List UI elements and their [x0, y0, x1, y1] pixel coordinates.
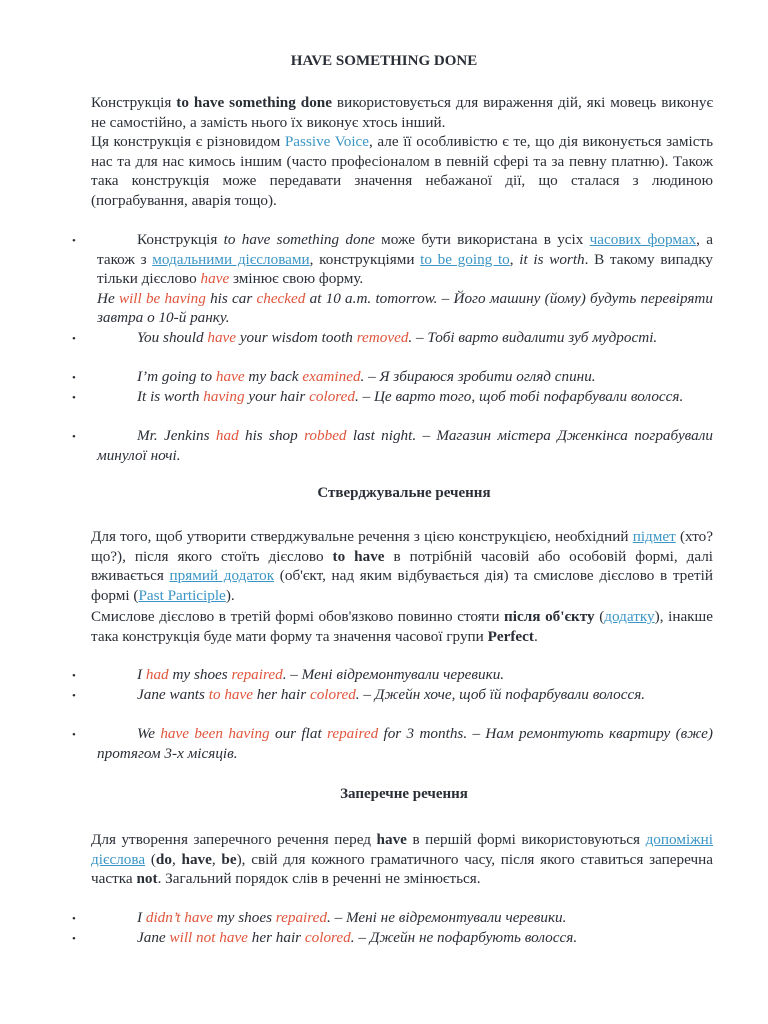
list-item [97, 328, 713, 348]
term-bold: to have something done [176, 94, 332, 111]
text: Смислове дієслово в третій формі обов'язково повинно стояти [91, 608, 505, 625]
link-subject[interactable]: підмет [632, 528, 676, 545]
text: I [137, 666, 146, 683]
list-item [97, 724, 713, 763]
verb-red: will not have [169, 929, 248, 946]
link-past-participle[interactable]: Past Participle [138, 586, 226, 604]
text: , а також з [97, 231, 713, 268]
verb-red: have been having [160, 725, 270, 742]
list-item [97, 928, 713, 948]
text: her hair [253, 686, 310, 703]
verb-red: removed [356, 329, 409, 346]
text: . Загальний порядок слів в реченні не змінюється. [157, 870, 481, 888]
text: в потрібній часовій або особовій формі, далі вживається [91, 547, 714, 585]
term-bold: not [136, 870, 158, 888]
term-bold: to have [332, 547, 385, 565]
text: , але її особливістю є те, що дія виконується замість нас та для нас кимось іншим (часто професіоналом в певній сфері та за певну платню). Також така конструкція може передавати значення небажаної дії, що сталася з людиною (пограбування, аварія тощо). [91, 133, 713, 209]
text: ). [225, 586, 235, 604]
text: his car [205, 289, 257, 307]
list-item [97, 367, 713, 387]
bullet: • [72, 333, 76, 345]
verb-red: checked [256, 289, 306, 307]
negative-paragraph [91, 830, 713, 889]
text: Конструкція [91, 94, 177, 111]
verb-red: robbed [304, 427, 347, 444]
verb-red: had [215, 427, 239, 444]
link-modal-verbs[interactable]: модальними дієсловами [152, 250, 310, 268]
affirmative-paragraph-2 [91, 607, 713, 646]
text: my shoes [168, 666, 232, 683]
bullet: • [72, 235, 76, 247]
text: It is worth [137, 388, 204, 405]
link-object[interactable]: додатку [604, 608, 655, 625]
text: last night. – Магазин містера Дженкінса пограбували минулої ночі. [97, 427, 713, 464]
text: , конструкціями [309, 250, 421, 268]
text: ( [145, 850, 156, 868]
term-red: have [200, 270, 230, 288]
bullet: • [72, 913, 76, 925]
text: my back [244, 368, 303, 385]
text: Конструкція [137, 231, 224, 248]
term-bold: be [221, 850, 237, 868]
text: our flat [269, 725, 327, 742]
text: в першій формі використовуються [406, 831, 646, 848]
link-direct-object[interactable]: прямий додаток [169, 567, 275, 585]
list-item [97, 908, 713, 928]
text: . [533, 627, 538, 645]
verb-red: have [215, 368, 245, 385]
intro-paragraph-2 [91, 132, 713, 210]
term-bold: do [155, 850, 172, 868]
text: змінює свою форму. [229, 270, 364, 288]
text: his shop [238, 427, 305, 444]
list-item [97, 665, 713, 685]
text: ), свій для кожного граматичного часу, після якого ставиться заперечна частка [91, 850, 714, 888]
term-bold: have [181, 850, 212, 868]
text: . – Тобі варто видалити зуб мудрості. [408, 329, 658, 346]
text: може бути використана в усіх [374, 231, 590, 248]
term-passive-voice: Passive Voice [284, 133, 370, 150]
text: . – Це варто того, щоб тобі пофарбували волосся. [354, 388, 684, 405]
bullet: • [72, 372, 76, 384]
section-heading-negative: Заперечне речення [340, 786, 468, 802]
text: . – Джейн хоче, щоб їй пофарбували волосся. [355, 686, 646, 703]
text: Mr. Jenkins [137, 427, 216, 444]
verb-red: had [145, 666, 169, 683]
text: You should [137, 329, 208, 346]
text: Jane [137, 929, 170, 946]
list-item [97, 230, 713, 328]
verb-red: repaired [326, 725, 379, 742]
link-auxiliary-verbs[interactable]: допоміжні дієслова [91, 831, 714, 868]
text: Ця конструкція є різновидом [91, 133, 285, 150]
list-item [97, 685, 713, 705]
section-heading-affirmative: Стверджувальне речення [317, 485, 491, 501]
term-bold: have [376, 831, 407, 848]
text: ( [594, 608, 605, 625]
text: (хто? що?), після якого стоїть дієслово [91, 528, 713, 565]
text: , [509, 250, 520, 268]
text: at 10 a.m. tomorrow. – Його машину (йому) будуть перевіряти завтра о 10-й ранку. [97, 289, 713, 327]
page-title: HAVE SOMETHING DONE [290, 53, 478, 69]
verb-red: to have [208, 686, 253, 703]
verb-red: have [207, 329, 237, 346]
list-item [97, 387, 713, 407]
bullet: • [72, 690, 76, 702]
text: her hair [247, 929, 305, 946]
text: Для утворення заперечного речення перед [91, 831, 377, 848]
link-going-to[interactable]: to be going to [420, 250, 510, 268]
text: your hair [244, 388, 310, 405]
text: , [171, 850, 182, 868]
verb-red: didn’t have [145, 909, 213, 926]
text: . – Джейн не пофарбують волосся. [350, 929, 578, 946]
text: , [211, 850, 222, 868]
affirmative-paragraph-1 [91, 527, 713, 605]
text: He [97, 289, 119, 307]
intro-paragraph-1 [91, 93, 713, 132]
text: I’m going to [137, 368, 216, 385]
term-bold: після об'єкту [504, 608, 595, 625]
text: I [137, 909, 146, 926]
list-item [97, 426, 713, 465]
bullet: • [72, 431, 76, 443]
verb-red: having [203, 388, 245, 405]
text: Для того, щоб утворити стверджувальне речення з цією конструкцією, необхідний [91, 528, 633, 545]
verb-red: repaired [231, 666, 283, 683]
bullet: • [72, 729, 76, 741]
text: . В такому випадку тільки дієслово [97, 250, 713, 288]
verb-red: will be having [118, 289, 206, 307]
term-italic: to have something done [223, 231, 375, 248]
text: . – Мені не відремонтували черевики. [326, 909, 567, 926]
text: your wisdom tooth [236, 329, 357, 346]
verb-red: colored [309, 388, 355, 405]
link-tense-forms[interactable]: часових формах [589, 231, 697, 248]
verb-red: examined [302, 368, 361, 385]
text: Jane wants [137, 686, 209, 703]
text: We [137, 725, 161, 742]
text: (об'єкт, над яким відбувається дія) та смислове дієслово в третій формі ( [91, 567, 713, 604]
bullet: • [72, 392, 76, 404]
verb-red: colored [309, 686, 356, 703]
text: . – Я збираюся зробити огляд спини. [360, 368, 596, 385]
text: . – Мені відремонтували черевики. [282, 666, 505, 683]
text: використовується для вираження дій, які мовець виконує не самостійно, а замість нього їх виконує хтось інший. [91, 94, 714, 131]
text: my shoes [212, 909, 276, 926]
text: for 3 months. – Нам ремонтують квартиру (вже) протягом 3-х місяців. [97, 725, 713, 762]
verb-red: colored [304, 929, 351, 946]
verb-red: repaired [275, 909, 327, 926]
term-bold: Perfect [487, 627, 534, 645]
text: ), інакше така конструкція буде мати форму та значення часової групи [91, 608, 713, 645]
bullet: • [72, 670, 76, 682]
bullet: • [72, 933, 76, 945]
term-italic: it is worth [519, 250, 585, 268]
